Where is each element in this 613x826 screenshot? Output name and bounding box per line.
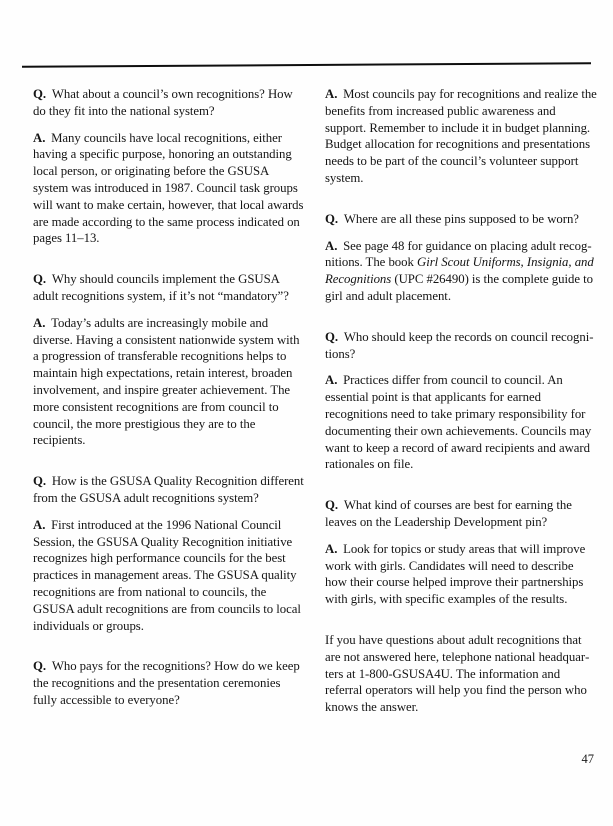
answer-marker: A.	[33, 315, 46, 330]
question-text	[33, 658, 305, 708]
answer-text	[325, 238, 597, 305]
question-body: How is the GSUSA Quality Recognition different from the GSUSA adult recognitions system?	[33, 474, 304, 505]
two-column-text-area	[33, 86, 597, 719]
answer-body: Look for topics or study areas that will improve work with girls. Candidates will need to describe how their course helped improve their partnerships with girls, with specific examples of the results.	[325, 541, 586, 607]
closing-paragraph: If you have questions about adult recognitions that are not answered here, telephone national headquarters at 1-800-GSUSA4U. The information and referral operators will help you find the person who knows the answer.	[325, 632, 590, 715]
answer-marker: A.	[325, 373, 338, 388]
qa-block	[325, 86, 597, 187]
qa-block	[33, 658, 305, 708]
answer-marker: A.	[325, 541, 338, 556]
answer-text	[325, 86, 597, 187]
question-marker: Q.	[325, 329, 339, 344]
question-text	[33, 271, 305, 305]
answer-marker: A.	[325, 238, 338, 253]
answer-body: Most councils pay for recognitions and realize the benefits from increased public awareness and support. Remember to include it in budget planning. Budget allocation for recognitions and presentations needs to be part of the council’s volunteer support system.	[325, 87, 597, 185]
qa-block	[325, 497, 597, 608]
question-text	[325, 329, 597, 363]
page-number: 47	[581, 752, 594, 766]
answer-body: Today’s adults are increasingly mobile and diverse. Having a consistent nationwide system with a progression of transferable recognitions helps to maintain high expectations, retain interest, broaden involvement, and inspire greater achievement. The more consistent recognitions are from council to council, the more prestigious they are to the recipients.	[33, 315, 300, 448]
qa-block	[325, 329, 597, 473]
answer-text	[33, 315, 305, 449]
answer-text	[325, 372, 597, 473]
answer-text	[33, 130, 305, 248]
question-text	[325, 211, 597, 228]
question-text	[33, 86, 305, 120]
question-text	[33, 473, 305, 507]
question-text	[325, 497, 597, 531]
question-body: Who pays for the recognitions? How do we keep the recognitions and the presentation ceremonies fully accessible to everyone?	[33, 659, 300, 707]
answer-marker: A.	[33, 517, 46, 532]
question-body: Where are all these pins supposed to be worn?	[343, 211, 579, 226]
answer-body: Many councils have local recognitions, either having a specific purpose, honoring an outstanding local person, or originating before the GSUSA system was introduced in 1987. Council task groups will want to make certain, however, that local awards are made according to the same process indicated on pages 11–13.	[33, 130, 304, 246]
question-marker: Q.	[33, 474, 47, 489]
qa-block	[33, 473, 305, 634]
question-body: Who should keep the records on council recognitions?	[325, 329, 594, 361]
book-title: Girl Scout Uniforms, Insignia, and Recognitions	[325, 255, 594, 287]
answer-marker: A.	[33, 130, 46, 145]
question-body: Why should councils implement the GSUSA adult recognitions system, if it’s not “mandatory”?	[33, 272, 289, 303]
right-column	[325, 86, 597, 719]
answer-text	[33, 517, 305, 635]
qa-block	[325, 211, 597, 305]
answer-body-part2: (UPC #26490) is the complete guide to girl and adult placement.	[325, 272, 593, 303]
answer-text	[325, 541, 597, 608]
question-marker: Q.	[33, 87, 47, 101]
question-marker: Q.	[325, 498, 339, 513]
question-body: What about a council’s own recognitions? How do they fit into the national system?	[33, 87, 293, 118]
answer-body: Practices differ from council to council. An essential point is that applicants for earned recognitions need to take primary responsibility for documenting their own achievements. Councils may want to keep a record of award recipients and award rationales on file.	[325, 373, 592, 472]
answer-marker: A.	[325, 87, 338, 101]
left-column	[33, 86, 305, 719]
top-rule-line	[22, 62, 591, 67]
question-marker: Q.	[325, 211, 339, 226]
closing-block	[325, 632, 597, 716]
qa-block	[33, 271, 305, 449]
answer-body: First introduced at the 1996 National Council Session, the GSUSA Quality Recognition initiative recognizes high performance councils for the best practices in management areas. The GSUSA quality recognitions are from national to councils, the GSUSA adult recognitions are from councils to local individuals or groups.	[33, 517, 301, 633]
question-body: What kind of courses are best for earning the leaves on the Leadership Development pin?	[325, 498, 572, 529]
answer-body-part1: See page 48 for guidance on placing adult recognitions. The book	[325, 238, 592, 270]
question-marker: Q.	[33, 272, 47, 287]
question-marker: Q.	[33, 659, 47, 674]
qa-block	[33, 86, 305, 247]
